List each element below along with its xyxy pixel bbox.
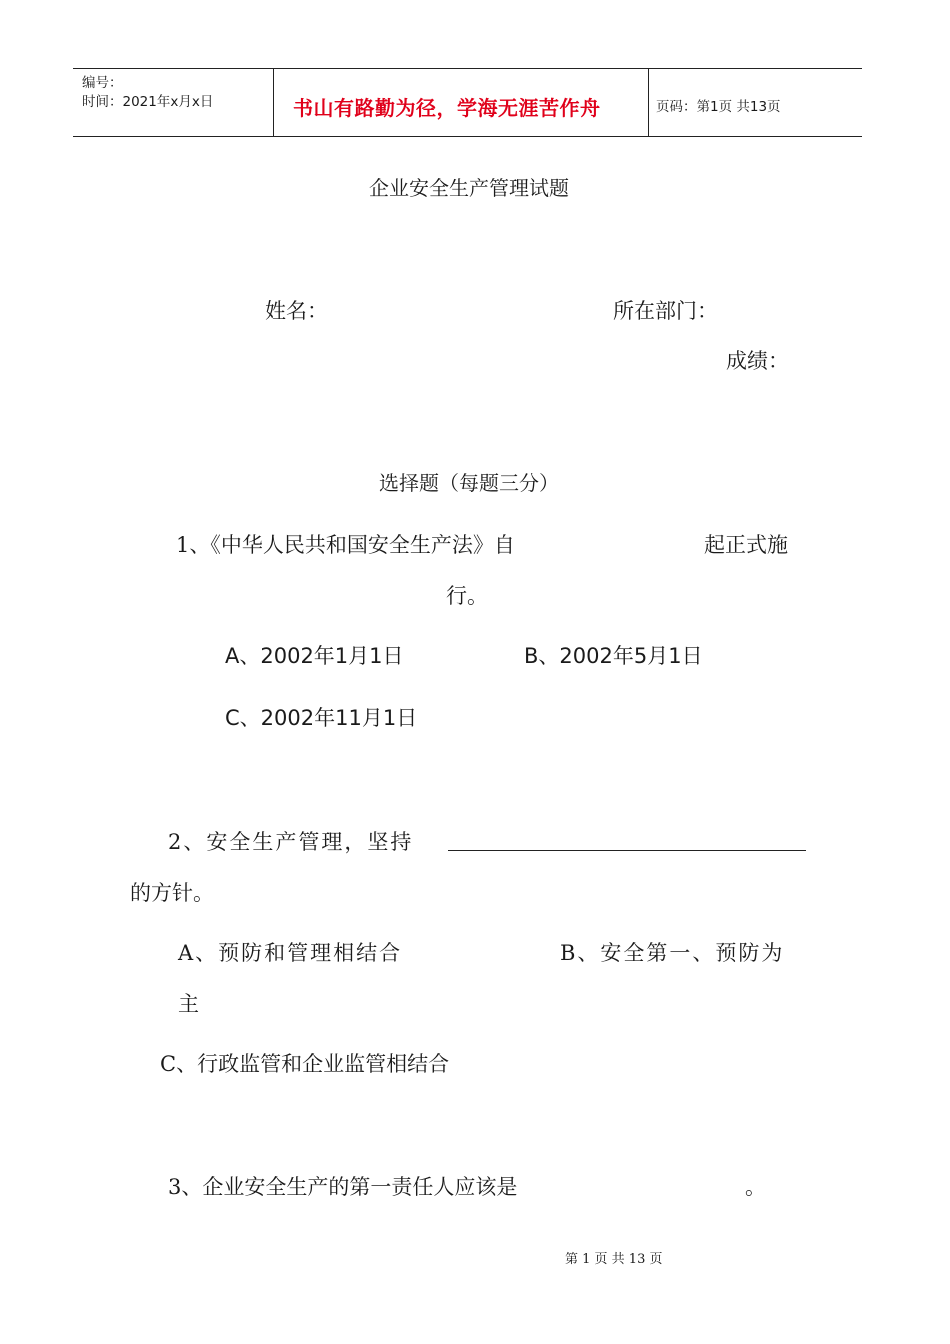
question-2-continuation: 的方针。	[130, 881, 214, 905]
department-label: 所在部门：	[613, 299, 718, 323]
section-title: 选择题（每题三分）	[379, 471, 559, 495]
header-divider	[273, 69, 274, 136]
question-1-text: 1、《中华人民共和国安全生产法》自	[176, 533, 515, 557]
question-3-text: 3、企业安全生产的第一责任人应该是	[168, 1175, 518, 1199]
question-1-continuation: 行。	[446, 584, 488, 608]
question-2-option-b: B、安全第一、预防为	[560, 941, 785, 965]
header-motto: 书山有路勤为径，学海无涯苦作舟	[293, 96, 601, 120]
question-1-option-b: B、2002年5月1日	[524, 644, 703, 668]
question-1-option-a: A、2002年1月1日	[225, 644, 404, 668]
question-2-option-c: C、行政监管和企业监管相结合	[160, 1052, 450, 1076]
serial-label: 编号：	[82, 75, 123, 91]
name-label: 姓名：	[265, 299, 328, 323]
question-2-option-b-continuation: 主	[178, 992, 199, 1016]
question-3-end: 。	[745, 1175, 766, 1199]
document-title: 企业安全生产管理试题	[369, 176, 569, 200]
question-1-option-c: C、2002年11月1日	[225, 706, 418, 730]
page-footer: 第 1 页 共 13 页	[565, 1252, 663, 1267]
question-2-text: 2、安全生产管理，坚持	[168, 830, 414, 854]
answer-blank	[448, 850, 806, 851]
time-label: 时间：2021年x月x日	[82, 94, 214, 110]
question-2-option-a: A、预防和管理相结合	[178, 941, 403, 965]
score-label: 成绩：	[726, 349, 789, 373]
header-divider	[648, 69, 649, 136]
question-1-text-end: 起正式施	[704, 533, 788, 557]
page-code: 页码：第1页 共13页	[656, 99, 781, 115]
